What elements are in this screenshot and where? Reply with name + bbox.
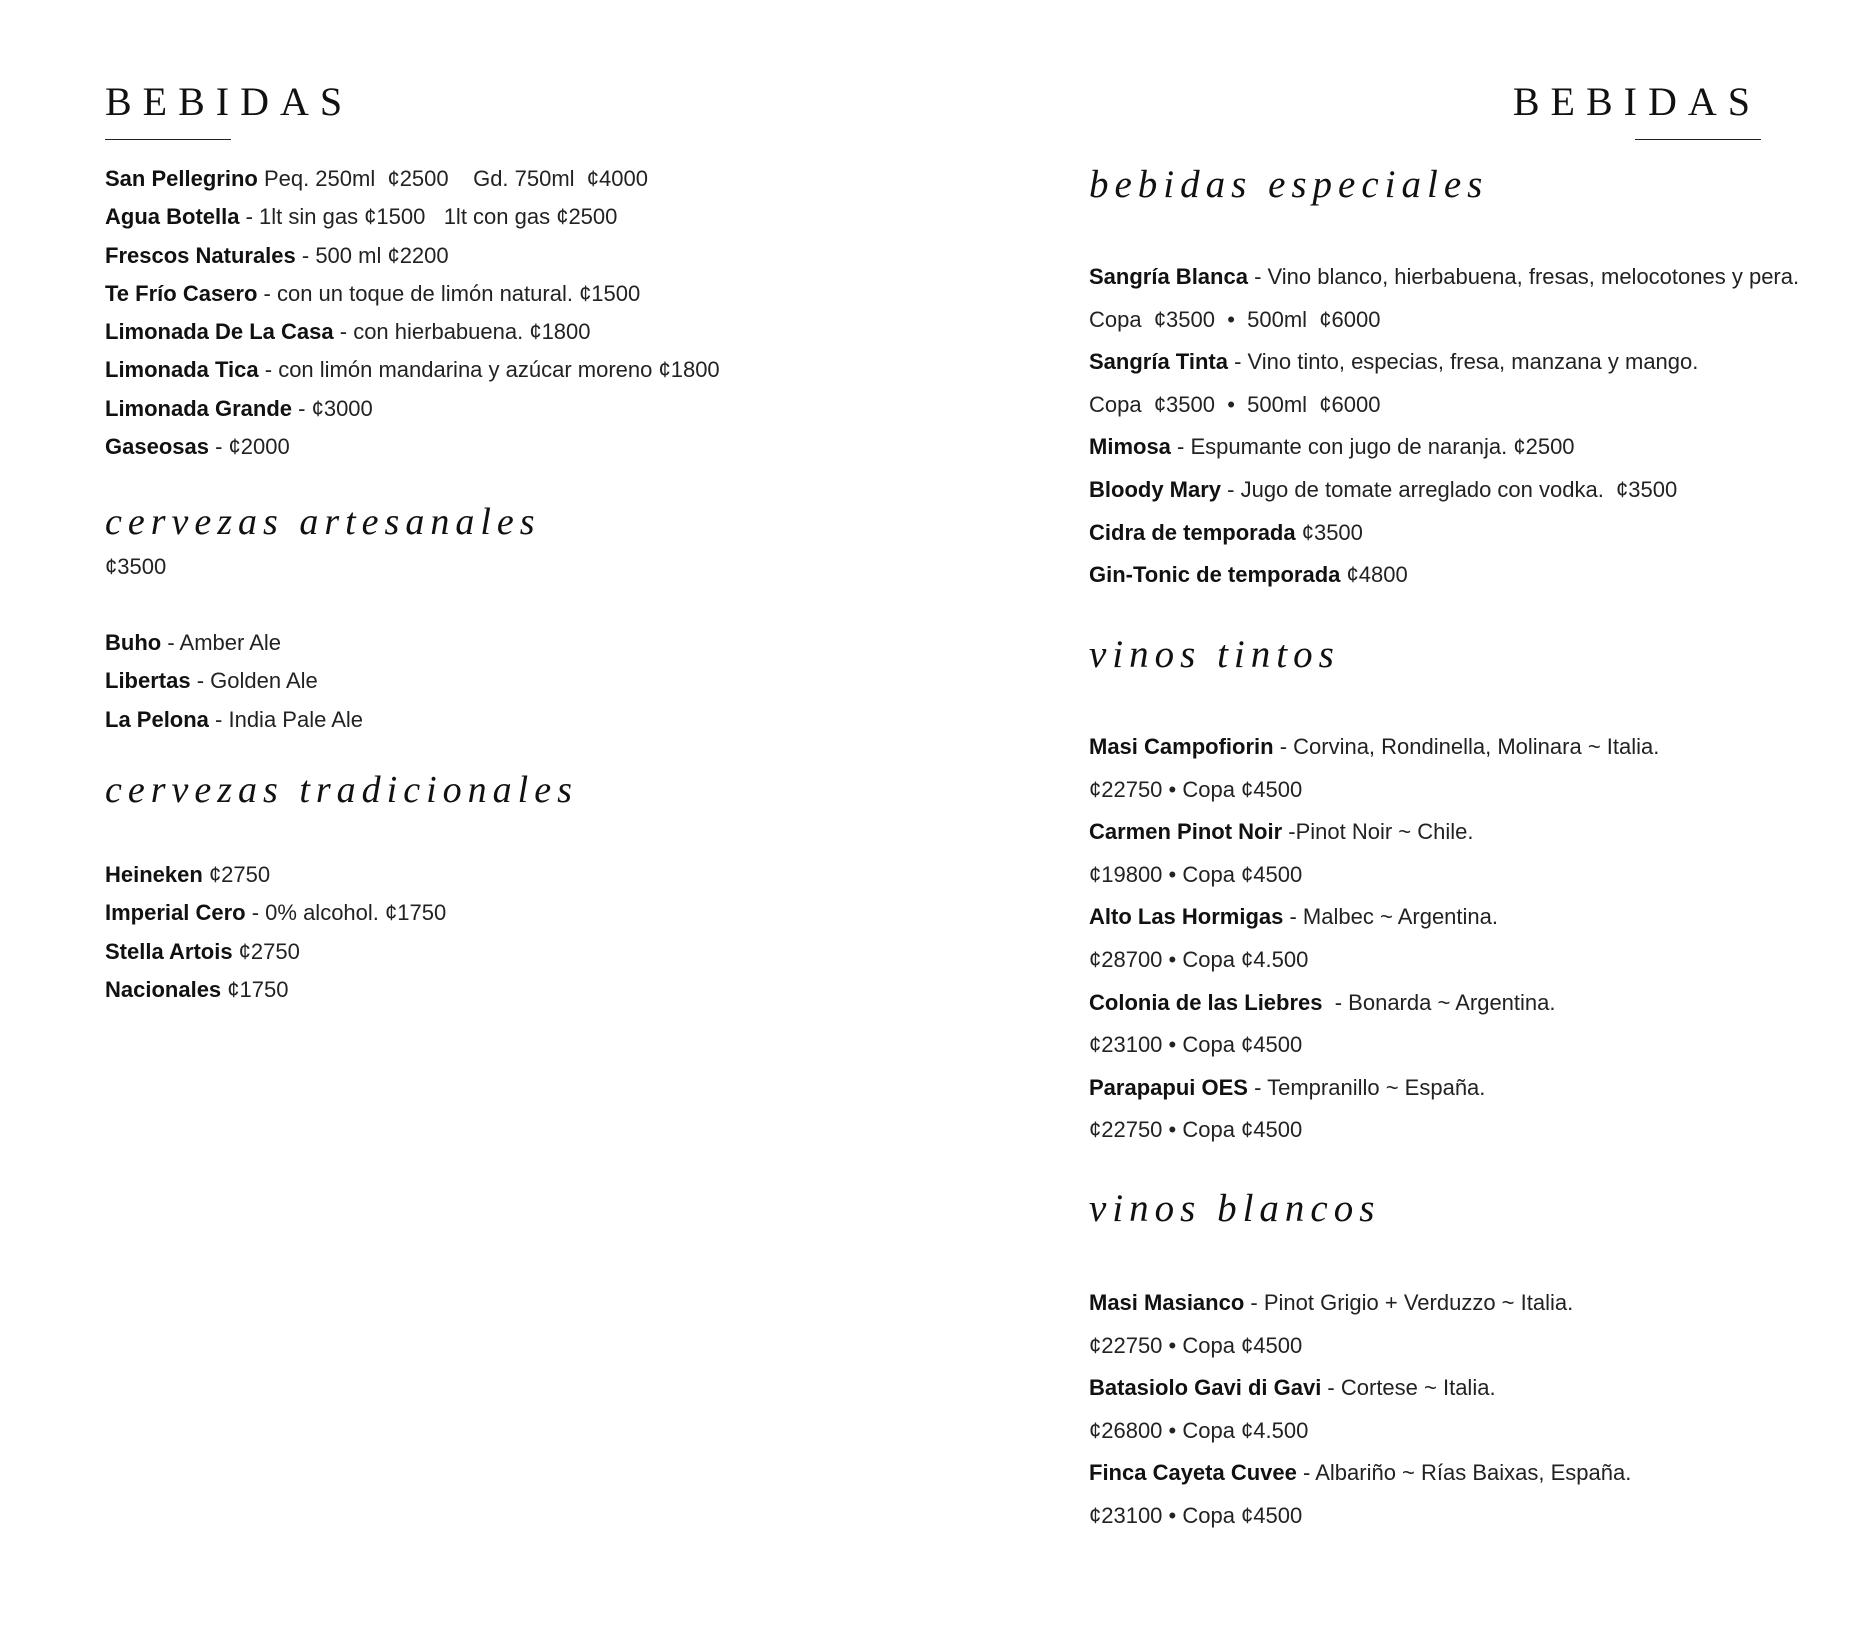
menu-item-name: Imperial Cero <box>105 900 246 926</box>
menu-item-description: - Vino tinto, especias, fresa, manzana y mango. <box>1227 349 1699 375</box>
menu-item-description: ¢22750 • Copa ¢4500 <box>1089 1117 1303 1143</box>
menu-item-description: ¢19800 • Copa ¢4500 <box>1089 861 1303 887</box>
menu-item <box>105 313 720 351</box>
menu-item-description: - Espumante con jugo de naranja. ¢2500 <box>1170 434 1575 460</box>
section-title-vinos-blancos: vinos blancos <box>1089 1187 1381 1230</box>
menu-item <box>1089 341 1799 384</box>
menu-item-name: Buho <box>105 630 162 655</box>
menu-item <box>1089 1067 1659 1110</box>
menu-item-description: - 1lt sin gas ¢1500 1lt con gas ¢2500 <box>239 204 618 230</box>
menu-item-description: - ¢3000 <box>292 395 373 421</box>
menu-item-name: Finca Cayeta Cuvee <box>1089 1460 1297 1486</box>
menu-item-description: ¢2750 <box>202 862 271 887</box>
section-title-cervezas-tradicionales: cervezas tradicionales <box>105 769 578 811</box>
menu-item <box>1089 1325 1631 1368</box>
menu-item <box>1089 1282 1631 1325</box>
menu-item-name: Gaseosas <box>105 434 209 460</box>
section-title-cervezas-artesanales: cervezas artesanales <box>105 501 541 543</box>
menu-item-description: ¢26800 • Copa ¢4.500 <box>1089 1417 1309 1443</box>
menu-item <box>1089 896 1659 939</box>
menu-item-name: Agua Botella <box>105 204 240 230</box>
menu-item-description: Copa ¢3500 • 500ml ¢6000 <box>1089 306 1381 332</box>
menu-item <box>105 237 720 275</box>
menu-item <box>105 160 720 198</box>
menu-item-description: - con un toque de limón natural. ¢1500 <box>257 280 641 306</box>
blancos-list <box>1089 1282 1631 1538</box>
menu-item <box>1089 1024 1659 1067</box>
tradicionales-list <box>105 856 446 1009</box>
menu-item-description: Copa ¢3500 • 500ml ¢6000 <box>1089 391 1381 417</box>
menu-item <box>1089 1410 1631 1453</box>
menu-item-description: ¢22750 • Copa ¢4500 <box>1089 776 1303 802</box>
menu-item-name: Carmen Pinot Noir <box>1089 819 1283 845</box>
menu-item-name: Sangría Tinta <box>1089 349 1228 375</box>
menu-item <box>1089 426 1799 469</box>
menu-item <box>1089 1109 1659 1152</box>
menu-item-description: - Golden Ale <box>190 668 318 694</box>
menu-item <box>1089 1495 1631 1538</box>
menu-item <box>1089 854 1659 897</box>
menu-item <box>1089 939 1659 982</box>
menu-item <box>105 390 720 428</box>
menu-item-description: - Corvina, Rondinella, Molinara ~ Italia. <box>1273 734 1660 759</box>
menu-item-name: Limonada Grande <box>105 395 293 421</box>
menu-item-name: Te Frío Casero <box>105 280 258 306</box>
menu-item-name: Limonada Tica <box>105 357 259 383</box>
section-title-vinos-tintos: vinos tintos <box>1089 633 1340 676</box>
menu-item <box>105 428 720 466</box>
menu-item-name: Colonia de las Liebres <box>1089 989 1323 1015</box>
menu-item <box>1089 554 1799 597</box>
menu-item-name: Frescos Naturales <box>105 242 296 268</box>
menu-item-name: Batasiolo Gavi di Gavi <box>1089 1375 1322 1401</box>
menu-item <box>105 198 720 236</box>
menu-item <box>105 933 446 971</box>
menu-item <box>105 701 363 739</box>
especiales-list <box>1089 256 1799 597</box>
menu-item <box>105 971 446 1009</box>
menu-item <box>1089 256 1799 299</box>
menu-item-name: Alto Las Hormigas <box>1089 904 1284 930</box>
menu-item-description: ¢3500 <box>1295 519 1363 545</box>
menu-item-description: - Malbec ~ Argentina. <box>1283 904 1498 930</box>
menu-item <box>1089 384 1799 427</box>
drinks-list <box>105 160 720 466</box>
artesanales-list <box>105 624 363 739</box>
menu-item-name: Stella Artois <box>105 938 233 964</box>
menu-item-description: - Amber Ale <box>161 630 282 655</box>
menu-item <box>1089 726 1659 769</box>
menu-item-name: Bloody Mary <box>1089 476 1222 502</box>
menu-item-name: Mimosa <box>1089 434 1171 460</box>
menu-item-description: - Tempranillo ~ España. <box>1247 1074 1486 1100</box>
menu-item-description: - Cortese ~ Italia. <box>1321 1375 1496 1401</box>
page-title-left: BEBIDAS <box>105 79 354 124</box>
menu-item-description: - con hierbabuena. ¢1800 <box>333 319 591 345</box>
artesanales-price: ¢3500 <box>105 554 167 579</box>
menu-item-description: ¢1750 <box>221 976 289 1002</box>
menu-item <box>105 662 363 700</box>
menu-item-name: Cidra de temporada <box>1089 519 1296 545</box>
section-title-bebidas-especiales: bebidas especiales <box>1089 163 1489 206</box>
menu-item-description: ¢23100 • Copa ¢4500 <box>1089 1032 1303 1058</box>
menu-item-name: Nacionales <box>105 976 222 1002</box>
menu-item-description: - ¢2000 <box>208 434 290 460</box>
menu-item-description: Peq. 250ml ¢2500 Gd. 750ml ¢4000 <box>257 166 648 191</box>
menu-item <box>105 624 363 662</box>
menu-item <box>1089 299 1799 342</box>
menu-item <box>105 894 446 932</box>
menu-item-description: ¢4800 <box>1340 562 1408 588</box>
menu-item <box>105 275 720 313</box>
menu-item-name: Libertas <box>105 668 191 694</box>
menu-item-name: Masi Campofiorin <box>1089 734 1274 759</box>
tintos-list <box>1089 726 1659 1152</box>
menu-item-name: Parapapui OES <box>1089 1074 1248 1100</box>
menu-item-description: ¢22750 • Copa ¢4500 <box>1089 1332 1303 1358</box>
menu-item <box>105 856 446 894</box>
menu-item <box>1089 811 1659 854</box>
menu-item <box>1089 512 1799 555</box>
menu-item <box>1089 469 1799 512</box>
menu-item <box>1089 982 1659 1025</box>
menu-item-name: Masi Masianco <box>1089 1290 1245 1315</box>
menu-item-description: - Pinot Grigio + Verduzzo ~ Italia. <box>1244 1290 1574 1315</box>
menu-item-description: ¢28700 • Copa ¢4.500 <box>1089 946 1309 972</box>
menu-item-name: Sangría Blanca <box>1089 264 1248 289</box>
menu-item-description: ¢2750 <box>232 938 300 964</box>
menu-item-name: Limonada De La Casa <box>105 319 334 345</box>
menu-item-description: - Jugo de tomate arreglado con vodka. ¢3500 <box>1221 476 1678 502</box>
menu-item-description: ¢23100 • Copa ¢4500 <box>1089 1502 1303 1528</box>
menu-item-description: - India Pale Ale <box>208 706 364 732</box>
menu-item-description: - 500 ml ¢2200 <box>295 242 449 268</box>
title-underline-right <box>1635 139 1761 140</box>
page-title-right: BEBIDAS <box>1512 79 1761 124</box>
menu-item-description: - 0% alcohol. ¢1750 <box>245 900 447 926</box>
menu-item-description: -Pinot Noir ~ Chile. <box>1282 819 1474 845</box>
menu-item-name: San Pellegrino <box>105 166 258 191</box>
menu-item-name: La Pelona <box>105 706 209 732</box>
menu-item-name: Heineken <box>105 862 203 887</box>
menu-item-description: - Bonarda ~ Argentina. <box>1322 989 1556 1015</box>
menu-item <box>105 351 720 389</box>
menu-item-description: - Vino blanco, hierbabuena, fresas, melocotones y pera. <box>1247 264 1800 289</box>
menu-item-description: - Albariño ~ Rías Baixas, España. <box>1296 1460 1632 1486</box>
menu-item-description: - con limón mandarina y azúcar moreno ¢1800 <box>258 357 720 383</box>
menu-item <box>1089 1367 1631 1410</box>
menu-item-name: Gin-Tonic de temporada <box>1089 562 1341 588</box>
title-underline-left <box>105 139 231 140</box>
menu-item <box>1089 769 1659 812</box>
menu-item <box>1089 1452 1631 1495</box>
